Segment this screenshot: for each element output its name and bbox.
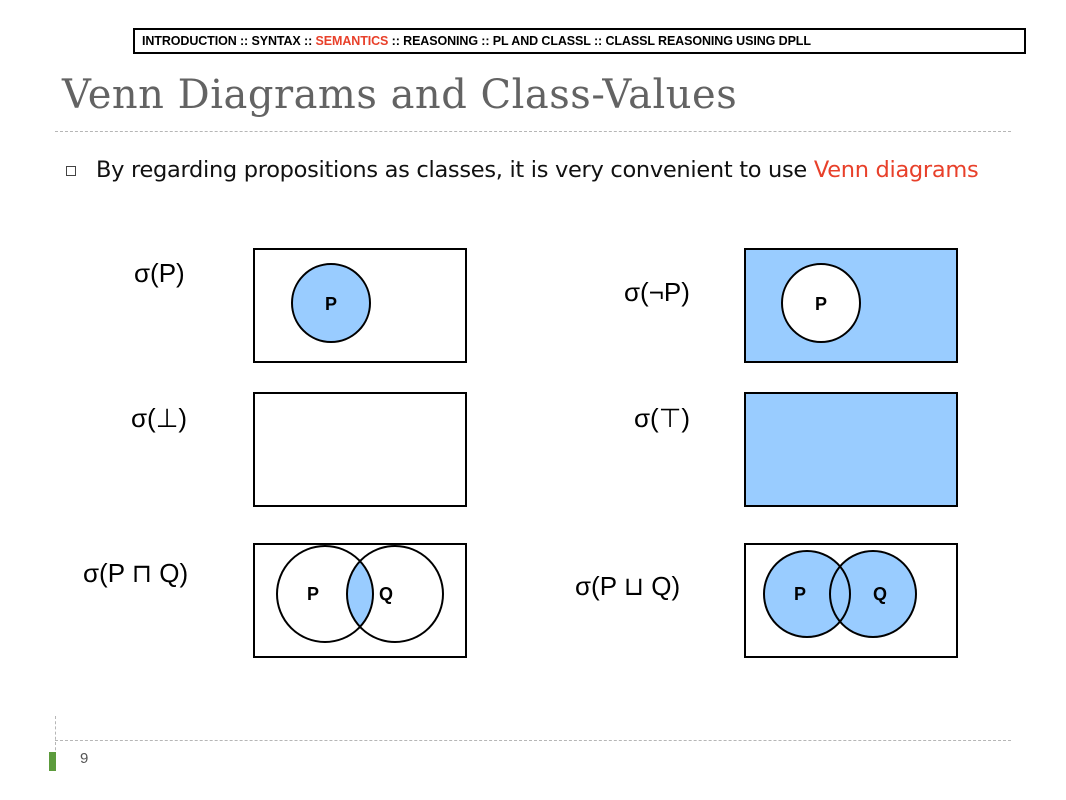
label-sigma-top: σ(⊤) — [634, 403, 691, 433]
universe-box — [745, 393, 957, 506]
nav-current-section: SEMANTICS — [315, 34, 389, 48]
circle-p-label: P — [306, 584, 320, 604]
venn-sigma-bottom — [253, 392, 467, 507]
venn-sigma-p-meet-q — [253, 543, 467, 658]
section-nav — [133, 28, 1026, 54]
title-divider — [55, 131, 1011, 132]
page-marker — [49, 752, 56, 771]
bullet-square-icon — [66, 166, 76, 176]
label-sigma-p-meet-q: σ(P ⊓ Q) — [83, 558, 189, 588]
universe-box — [254, 393, 466, 506]
bullet-highlight: Venn diagrams — [813, 157, 979, 183]
bullet-text — [96, 153, 1006, 188]
venn-sigma-top — [744, 392, 958, 507]
circle-p-label: P — [793, 584, 807, 604]
venn-sigma-p — [253, 248, 467, 363]
circle-p-label: P — [324, 294, 338, 314]
slide-title: Venn Diagrams and Class-Values — [62, 72, 738, 118]
label-sigma-p: σ(P) — [134, 258, 185, 288]
page-number: 9 — [80, 750, 89, 767]
nav-after: :: REASONING :: PL AND CLASSL :: CLASSL REASONING USING DPLL — [388, 34, 811, 48]
label-sigma-p-join-q: σ(P ⊔ Q) — [575, 571, 681, 601]
label-sigma-bottom: σ(⊥) — [131, 403, 188, 433]
venn-sigma-not-p — [744, 248, 958, 363]
nav-before: INTRODUCTION :: SYNTAX :: — [142, 34, 316, 48]
label-sigma-not-p: σ(¬P) — [624, 277, 690, 307]
footer-divider — [55, 740, 1011, 741]
circle-q-label: Q — [378, 584, 394, 604]
circle-p-label: P — [814, 294, 828, 314]
bullet-body: By regarding propositions as classes, it is very convenient to use — [96, 157, 814, 183]
circle-q-label: Q — [872, 584, 888, 604]
venn-sigma-p-join-q — [744, 543, 958, 658]
